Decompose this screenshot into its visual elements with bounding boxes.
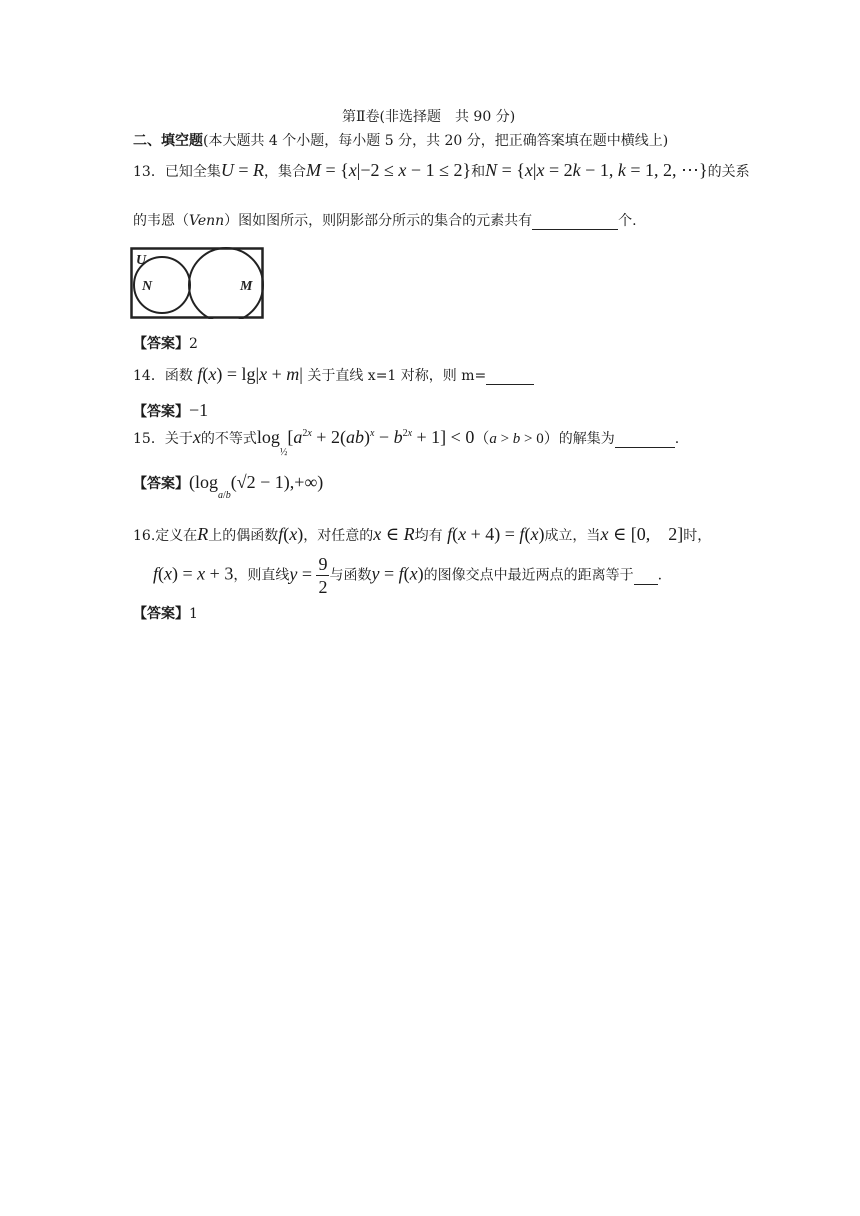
q13-answer-blank bbox=[532, 213, 618, 230]
answer-label: 【答案】 bbox=[133, 476, 189, 492]
answer-label: 【答案】 bbox=[133, 404, 189, 420]
q13-text: ）图如图所示，则阴影部分所示的集合的元素共有 bbox=[224, 213, 533, 229]
q16-R: R bbox=[197, 524, 209, 544]
q13-math-set-M-def: = {x|−2 ≤ x − 1 ≤ 2} bbox=[320, 160, 472, 180]
q16-text: . bbox=[657, 567, 663, 584]
q13-math-eq: = bbox=[233, 160, 253, 180]
q16-yline: y = $\frac{9}{2}$ bbox=[289, 554, 328, 597]
part-instructions: (本大题共 4 个小题，每小题 5 分，共 20 分，把正确答案填在题中横线上) bbox=[203, 133, 669, 149]
q16-text: 均有 bbox=[414, 528, 443, 544]
venn-diagram bbox=[130, 247, 264, 319]
q15-text: 关于 bbox=[164, 431, 193, 447]
q13-text: 和 bbox=[471, 164, 486, 180]
q13-answer-row bbox=[133, 333, 198, 353]
q14-text: 函数 bbox=[164, 368, 193, 384]
q16-text: 时， bbox=[683, 528, 712, 544]
q15-condition: （a > b > 0） bbox=[474, 431, 559, 447]
question-15 bbox=[133, 427, 679, 458]
q13-text: 的关系 bbox=[707, 164, 750, 180]
venn-label-U: U bbox=[136, 253, 147, 268]
q15-math: $\log_{\frac{1}{2}}[a^{2x} + 2(ab)^x - b^{2x} + 1] < 0$ bbox=[256, 427, 475, 458]
q16-interval: x ∈ [0, 2] bbox=[600, 524, 684, 544]
part-heading bbox=[133, 130, 668, 150]
q16-text: 的图像交点中最近两点的距离等于 bbox=[423, 567, 634, 584]
q16-text: 上的偶函数 bbox=[208, 528, 279, 544]
answer-label: 【答案】 bbox=[133, 606, 189, 622]
q16-text: ，对任意的 bbox=[303, 528, 374, 544]
q15-answer: $(\log_{a/b}(√2 - 1),+\infty)$ bbox=[189, 472, 324, 501]
section-title: 第Ⅱ卷(非选择题 共 90 分) bbox=[342, 109, 516, 125]
part-heading-label: 二、填空题 bbox=[133, 133, 203, 149]
answer-label: 【答案】 bbox=[133, 336, 189, 352]
q13-math-set-N-def: = {x|x = 2k − 1, k = 1, 2, ⋯} bbox=[497, 160, 708, 180]
question-13-line1 bbox=[133, 160, 750, 181]
q15-answer-blank bbox=[615, 431, 675, 448]
q14-number: 14． bbox=[133, 368, 165, 384]
question-16-line1 bbox=[133, 520, 711, 546]
q14-answer: −1 bbox=[189, 400, 209, 420]
venn-label-N: N bbox=[142, 279, 153, 294]
q13-venn-word: Venn bbox=[189, 213, 225, 229]
q16-period: f(x + 4) = f(x) bbox=[447, 524, 545, 544]
q16-fx: f(x) bbox=[278, 524, 304, 544]
q16-def: f(x) = x + 3 bbox=[153, 563, 234, 584]
q16-text: 与函数 bbox=[329, 567, 372, 584]
q13-math-universal-set: U bbox=[220, 160, 234, 180]
q16-number: 16. bbox=[133, 528, 156, 544]
q13-math-set-N: N bbox=[485, 160, 498, 180]
q16-answer: 1 bbox=[189, 606, 198, 622]
q15-var-x: x bbox=[192, 427, 201, 447]
question-14 bbox=[133, 364, 534, 385]
q16-answer-row bbox=[133, 603, 198, 623]
q15-text: 的不等式 bbox=[200, 431, 257, 447]
q15-number: 15． bbox=[133, 431, 165, 447]
q14-text: 关于直线 x=1 对称，则 m= bbox=[307, 368, 487, 384]
q15-answer-row bbox=[133, 472, 323, 501]
q13-text: 的韦恩（ bbox=[133, 213, 189, 229]
q16-x-in-R: x ∈ R bbox=[373, 524, 415, 544]
venn-label-M: M bbox=[240, 279, 253, 294]
q14-math: f(x) = lg|x + m| bbox=[197, 364, 308, 384]
q13-answer: 2 bbox=[189, 336, 198, 352]
question-13-line2 bbox=[133, 210, 637, 230]
q16-text: 成立，当 bbox=[544, 528, 601, 544]
q14-answer-row bbox=[133, 400, 208, 421]
q14-answer-blank bbox=[486, 368, 534, 385]
q13-text: ，集合 bbox=[263, 164, 306, 180]
q16-fraction: $\frac{9}{2}$ bbox=[318, 554, 328, 597]
q16-yfx: y = f(x) bbox=[371, 563, 424, 584]
q13-number: 13． bbox=[133, 164, 165, 180]
q15-text: 的解集为 bbox=[558, 431, 615, 447]
q16-answer-blank bbox=[634, 568, 658, 585]
q13-math-set-M: M bbox=[305, 160, 321, 180]
q16-text: 定义在 bbox=[155, 528, 198, 544]
q13-math-R: R bbox=[252, 160, 264, 180]
q13-text: 已知全集 bbox=[164, 164, 221, 180]
q16-text: ，则直线 bbox=[233, 567, 290, 584]
question-16-line2 bbox=[153, 553, 662, 598]
q13-text: 个. bbox=[618, 213, 637, 229]
q15-text: . bbox=[674, 431, 680, 447]
